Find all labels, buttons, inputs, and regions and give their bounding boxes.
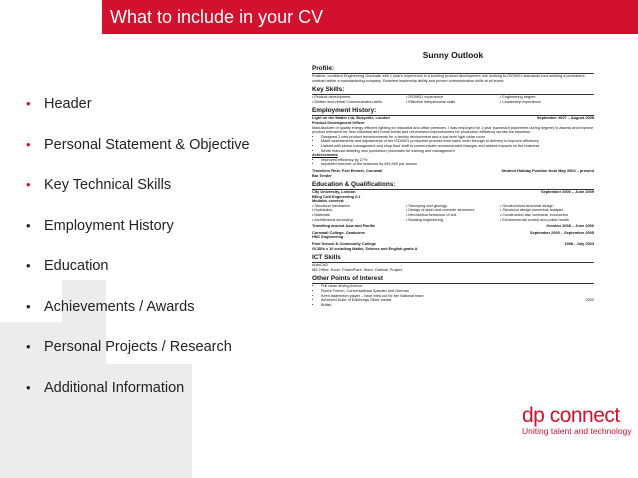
bullet-label: Personal Statement & Objective <box>44 136 250 153</box>
module-item: • Structural mechanics <box>312 203 350 208</box>
logo-main-text: dp connect <box>522 404 620 427</box>
job-company: Travellers Rest, Port Emmet, Cornwall <box>312 167 383 173</box>
bullet-icon: • <box>26 177 31 192</box>
bullet-label: Education <box>44 258 109 274</box>
bullet-label: Additional Information <box>44 379 185 396</box>
skills-heading: Key Skills: <box>312 86 594 95</box>
edu-place: City University, London <box>312 189 356 195</box>
list-item: • British <box>321 303 594 308</box>
slide-title: What to include in your CV <box>110 7 324 27</box>
other-heading: Other Points of Interest <box>312 275 594 284</box>
other-list <box>312 284 594 307</box>
travel-row <box>312 224 594 229</box>
list-item <box>26 218 250 259</box>
list-item: • Improved efficiency by 27% <box>321 158 594 163</box>
edu-dates: 1998 - July 2003 <box>564 241 594 247</box>
dp-connect-logo <box>522 404 632 436</box>
modules-label: Modules covered: <box>312 199 345 204</box>
ict-heading: ICT Skills <box>312 254 594 263</box>
title-bar <box>102 0 638 34</box>
list-item <box>26 380 250 421</box>
bullet-icon: • <box>26 379 31 395</box>
list-item: • Wrote manual detailing new production processes for training and management <box>321 149 594 154</box>
edu-degree: BEng Civil Engineering 2:1 <box>312 194 361 199</box>
job-bullets <box>312 135 594 153</box>
profile-heading: Profile: <box>312 65 594 74</box>
achievements-list <box>312 158 594 167</box>
bullet-label: Header <box>44 96 92 112</box>
job-dates: Student Holiday Position from May 2004 – present <box>501 167 594 173</box>
module-item: • Mechanical behaviour of soil <box>406 213 457 218</box>
list-item <box>26 96 250 137</box>
job-description: Manufacturer of quality energy efficient lighting for industrial and office premises. I was employed for 1 year (sandwich placement during degree) to assess and improve product relevance for new industrial and home builds and recommend improvements for production efficiency across the business. <box>312 125 594 135</box>
skill-item: • ISO9001 experience <box>406 95 444 100</box>
job-dates: September 2007 – August 2008 <box>536 115 594 121</box>
bullet-icon: • <box>26 217 31 233</box>
module-item: • Environmental control and public health <box>500 217 569 222</box>
module-item: • Building engineering <box>406 217 443 222</box>
module-item: • Construction law, contracts, economics <box>500 213 569 218</box>
edu-degree: HNC Engineering <box>312 235 344 240</box>
cv-name: Sunny Outlook <box>422 50 484 60</box>
list-item <box>26 258 250 299</box>
list-item: • Full clean driving licence <box>321 284 594 289</box>
profile-text: Positive, confident Engineering Graduate with 1 year's experience in a building product development role working to ISO9001 standards now seeking a permanent contract within a manufacturing company. Excellent leadership ability and proven communication skills at all levels. <box>312 74 585 83</box>
list-item <box>26 137 250 178</box>
cv-document <box>312 44 594 404</box>
bullet-list <box>26 96 250 420</box>
travel-label: Travelling around Asia and Pacific <box>312 223 376 229</box>
module-item: • Design of steel and concrete structures <box>406 208 475 213</box>
module-item: • Geotechnical structural design <box>500 203 554 208</box>
module-item: • Materials <box>312 213 330 218</box>
bullet-label: Employment History <box>44 217 174 234</box>
bullet-label: Personal Projects / Research <box>44 339 232 355</box>
skill-item: • Engineering degree <box>500 95 536 100</box>
module-item: • Architectural surveying <box>312 217 353 222</box>
list-item: • Achieved Duke of Edinburgh Silver medal 2002 <box>321 298 594 303</box>
education-heading: Education & Qualifications: <box>312 181 594 190</box>
ict-line: AutoCAD <box>312 263 328 268</box>
edu-dates: September 2006 – June 2009 <box>541 189 594 195</box>
edu-place: Cornwall College, Camborne <box>312 229 365 235</box>
list-item: • Impacted turnover of the business by £49,000 per annum <box>321 162 594 167</box>
job-company: Light on the Matter Ltd, Busyville, London <box>312 115 390 121</box>
list-item <box>26 339 250 380</box>
bullet-label: Key Technical Skills <box>44 177 172 193</box>
bullet-icon: • <box>26 298 31 314</box>
list-item <box>26 177 250 218</box>
skill-item: • Written and verbal Communication skills <box>312 99 382 104</box>
list-item: • Fluent French, Conversational Spanish and German <box>321 289 594 294</box>
module-item: • Structural design numerical analysis <box>500 208 564 213</box>
module-item: • Hydraulics <box>312 208 333 213</box>
bullet-icon: • <box>26 136 31 152</box>
employment-heading: Employment History: <box>312 107 594 116</box>
job-title: Bar Tender <box>312 173 332 178</box>
achievements-label: Achievements <box>312 153 338 158</box>
edu-degree: GCSEs x 10 including Maths, Science and English grade A <box>312 246 418 251</box>
edu-place: Pool School & Community College <box>312 241 376 247</box>
list-item <box>26 299 250 340</box>
bullet-icon: • <box>26 339 31 354</box>
list-item: • Liaised with senior management and shop floor staff to communicate recommended changes and assess impacts on the business <box>321 144 594 149</box>
logo-tagline: Uniting talent and technology <box>522 426 632 436</box>
edu-dates: September 2003 – September 2005 <box>529 229 594 235</box>
bullet-label: Achievements / Awards <box>44 298 195 315</box>
bullet-icon: • <box>26 96 31 111</box>
skill-item: • Effective interpersonal skills <box>406 99 456 104</box>
travel-dates: October 2005 – June 2006 <box>546 223 594 229</box>
skill-item: • Product development <box>312 95 351 100</box>
job-title: Product Development Officer <box>312 120 365 125</box>
other-year: 2002 <box>585 298 594 303</box>
modules-row <box>312 218 594 223</box>
module-item: • Surveying and geology <box>406 203 448 208</box>
bullet-icon: • <box>26 258 31 273</box>
skills-row <box>312 100 594 105</box>
skill-item: • Leadership experience <box>500 99 541 104</box>
list-item: • Keen badminton player – have tried out for the National team <box>321 294 594 299</box>
list-item: • Made assessments and adjustments of the ISO9001 production process from sales order through to delivery to improve efficiency <box>321 139 594 144</box>
ict-line: MS Office: Excel, PowerPoint, Word, Outlook, Project <box>312 267 402 272</box>
list-item: • Designed 2 new product enhancements for a factory environment and a low level light radar room <box>321 135 594 140</box>
